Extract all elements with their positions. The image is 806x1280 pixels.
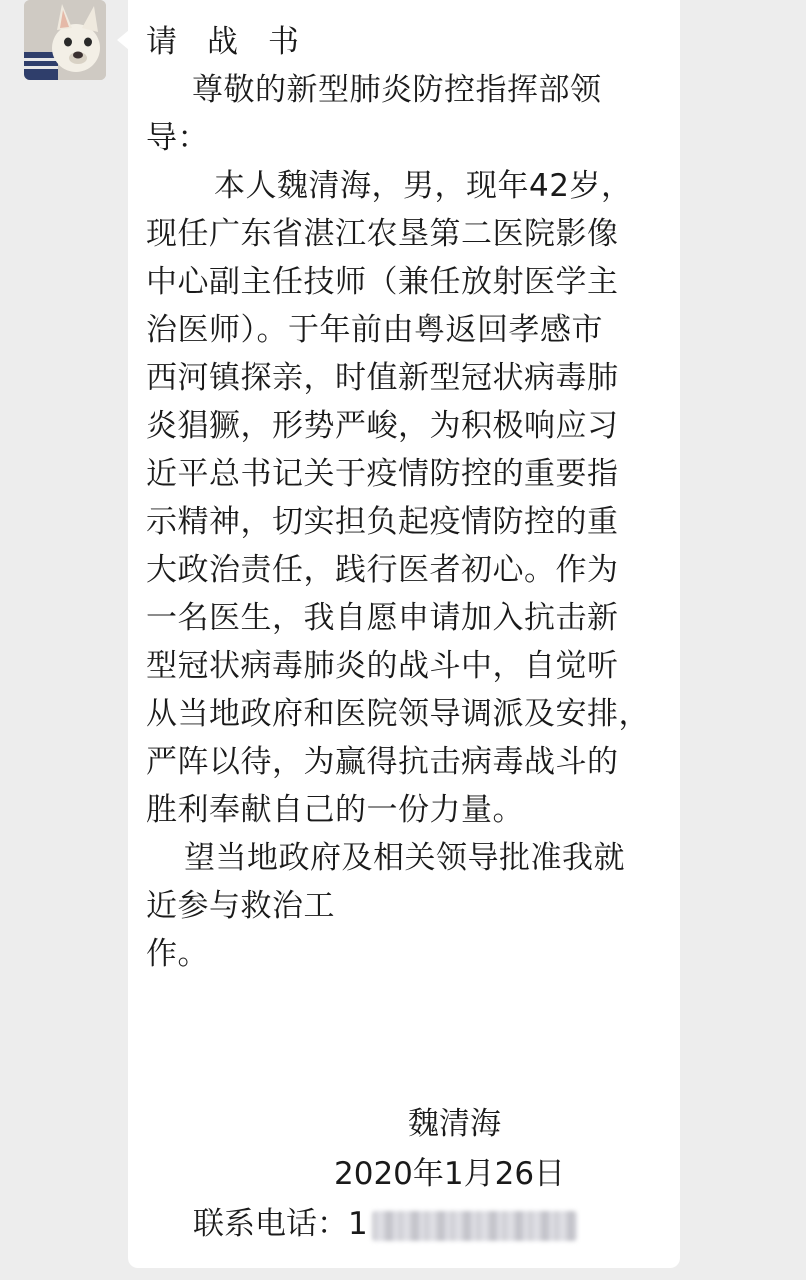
letter-line: 作。 (146, 936, 209, 972)
letter-line: 尊敬的新型肺炎防控指挥部领 (192, 72, 602, 108)
phone-number-visible: 1 (348, 1206, 368, 1242)
letter-line: 一名医生，我自愿申请加入抗击新 (146, 600, 619, 636)
phone-label: 联系电话： (193, 1206, 348, 1242)
letter-line: 本人魏清海，男，现年42岁， (214, 168, 633, 204)
letter-line: 治医师）。于年前由粤返回孝感市 (146, 312, 603, 348)
letter-line: 示精神，切实担负起疫情防控的重 (146, 504, 619, 540)
letter-line: 近平总书记关于疫情防控的重要指 (146, 456, 619, 492)
signature-date: 2020年1月26日 (334, 1156, 566, 1192)
letter-line: 型冠状病毒肺炎的战斗中，自觉听 (146, 648, 619, 684)
letter-line: 炎猖獗，形势严峻，为积极响应习 (146, 408, 619, 444)
letter-body (146, 18, 671, 978)
bubble-tail (117, 30, 129, 50)
sender-avatar[interactable] (24, 0, 106, 80)
letter-line: 大政治责任，践行医者初心。作为 (146, 552, 619, 588)
letter-line: 胜利奉献自己的一份力量。 (146, 792, 524, 828)
letter-line: 望当地政府及相关领导批准我就 (184, 840, 625, 876)
letter-title: 请战书 (146, 24, 329, 60)
letter-line: 现任广东省湛江农垦第二医院影像 (146, 216, 619, 252)
letter-line: 严阵以待，为赢得抗击病毒战斗的 (146, 744, 619, 780)
letter-line: 中心副主任技师（兼任放射医学主 (146, 264, 619, 300)
letter-line: 从当地政府和医院领导调派及安排， (146, 696, 650, 732)
dog-avatar-icon (24, 0, 106, 80)
signature-name: 魏清海 (408, 1106, 501, 1142)
phone-number-blurred (372, 1211, 577, 1241)
letter-line: 西河镇探亲，时值新型冠状病毒肺 (146, 360, 619, 396)
letter-line: 导： (146, 120, 209, 156)
letter-line: 近参与救治工 (146, 888, 335, 924)
contact-phone (193, 1202, 577, 1246)
